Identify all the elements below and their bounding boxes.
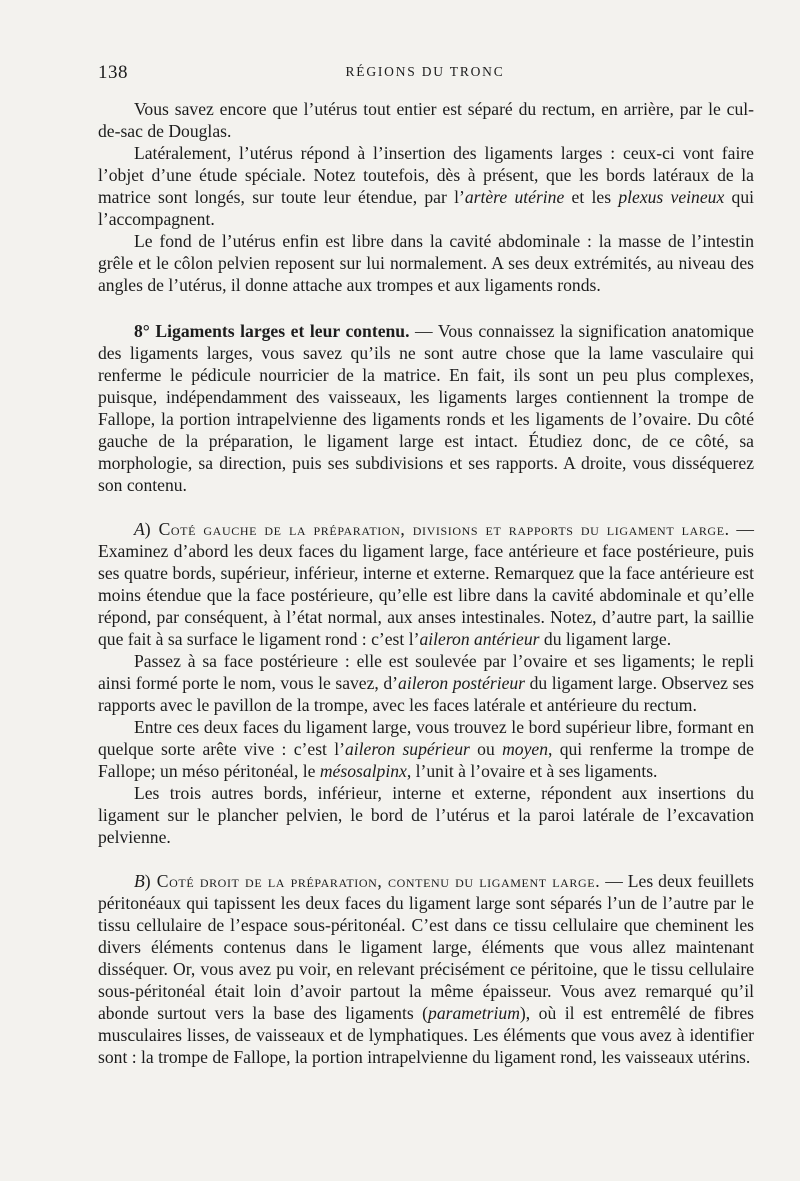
emphasis-aileron-posterieur: aileron postérieur xyxy=(398,673,526,693)
text-run: du ligament large. Observez ses rapports avec le pavillon de la trompe, avec les faces latérale et antérieure du rectum. xyxy=(98,673,754,715)
paragraph-face-posterieure xyxy=(98,650,754,716)
text-run: ou xyxy=(469,739,503,759)
section-8-heading: 8° Ligaments larges et leur contenu. xyxy=(134,321,410,341)
emphasis-aileron-superieur: aileron supérieur xyxy=(344,739,470,759)
page-header xyxy=(98,62,752,86)
paragraph-bord-superieur xyxy=(98,716,754,782)
text-run: et les xyxy=(564,187,619,207)
running-head: RÉGIONS DU TRONC xyxy=(345,64,505,79)
text-run: — Examinez d’abord les deux faces du ligament large, face antérieure et face postérieure, puis ses quatre bords, supérieur, inférieur, interne et externe. Remarquez que la face antérieure est moins étendue que la face postérieure, qu’elle est libre dans la cavité abdominale et qu’elle répond, par conséquent, à l’état normal, aux anses intestinales. Notez, d’autre part, la saillie que fait à sa surface le ligament rond : c’est l’ xyxy=(98,519,754,649)
emphasis-moyen: moyen xyxy=(502,739,548,759)
emphasis-artere-uterine: artère utérine xyxy=(464,187,565,207)
emphasis-mesosalpinx: mésosalpinx xyxy=(319,761,407,781)
text-run: , qui renferme la trompe de Fallope; un méso péritonéal, le xyxy=(98,739,754,781)
section-8-body: — Vous connaissez la signification anatomique des ligaments larges, vous savez qu’ils ne sont autre chose que la lame vasculaire qui renferme le pédicule nourricier de la matrice. En fait, ils sont un peu plus complexes, puisque, indépendamment des vaisseaux, les ligaments larges contiennent la trompe de Fallope, la portion intrapelvienne des ligaments ronds et les ligaments de l’ovaire. Du côté gauche de la préparation, le ligament large est intact. Étudiez donc, de ce côté, sa morphologie, sa direction, puis ses subdivisions et ses rapports. A droite, vous disséquerez son contenu. xyxy=(98,321,754,495)
subsection-a-letter: A xyxy=(134,519,145,539)
subsection-a-paragraph xyxy=(98,518,754,650)
text-run: ), où il est entremêlé de fibres musculaires lisses, de vaisseaux et de lymphatiques. Les éléments que vous avez à identifier sont : la trompe de Fallope, la portion intrapelvienne du ligament rond, les vaisseaux utérins. xyxy=(98,1003,754,1067)
text-run: — Les deux feuillets péritonéaux qui tapissent les deux faces du ligament large sont séparés l’un de l’autre par le tissu cellulaire de l’espace sous-péritonéal. C’est dans ce tissu cellulaire que cheminent les divers éléments contenus dans le ligament large, éléments que vous allez maintenant disséquer. Or, vous avez pu voir, en relevant précisément ce péritoine, que le tissu cellulaire sous-péritonéal était loin d’avoir partout la même épaisseur. Vous avez remarqué qu’il abonde surtout vers la base des ligaments ( xyxy=(98,871,754,1023)
text-run: du ligament large. xyxy=(539,629,672,649)
text-run: Entre ces deux faces du ligament large, vous trouvez le bord supérieur libre, formant en quelque sorte arête vive : c’est l’ xyxy=(98,717,754,759)
section-8-paragraph xyxy=(98,320,754,496)
paragraph-autres-bords: Les trois autres bords, inférieur, interne et externe, répondent aux insertions du ligament sur le plancher pelvien, le bord de l’utérus et la paroi latérale de l’excavation pelvienne. xyxy=(98,783,754,847)
paragraph-rectum: Vous savez encore que l’utérus tout entier est séparé du rectum, en arrière, par le cul-de-sac de Douglas. xyxy=(98,99,754,141)
paragraph-fond: Le fond de l’utérus enfin est libre dans la cavité abdominale : la masse de l’intestin grêle et le côlon pelvien reposent sur lui normalement. A ses deux extrémités, au niveau des angles de l’utérus, il donne attache aux trompes et aux ligaments ronds. xyxy=(98,231,754,295)
page-body xyxy=(98,98,754,1068)
emphasis-plexus-veineux: plexus veineux xyxy=(618,187,725,207)
emphasis-aileron-anterieur: aileron antérieur xyxy=(419,629,540,649)
subsection-a-heading: ) Coté gauche de la préparation, divisions et rapports du ligament large. xyxy=(144,519,730,539)
text-run: qui l’accompagnent. xyxy=(98,187,755,229)
emphasis-parametrium: parametrium xyxy=(428,1003,520,1023)
page-number: 138 xyxy=(98,62,128,83)
paragraph-lateral xyxy=(98,142,754,230)
subsection-b-heading: ) Coté droit de la préparation, contenu du ligament large. xyxy=(144,871,601,891)
text-run: , l’unit à l’ovaire et à ses ligaments. xyxy=(406,761,658,781)
text-run: Latéralement, l’utérus répond à l’insertion des ligaments larges : ceux-ci vont faire l’objet d’une étude spéciale. Notez toutefois, dès à présent, que les bords latéraux de la matrice sont longés, sur toute leur étendue, par l’ xyxy=(98,143,754,207)
text-run: Passez à sa face postérieure : elle est soulevée par l’ovaire et ses ligaments; le repli ainsi formé porte le nom, vous le savez, d’ xyxy=(98,651,754,693)
subsection-b-letter: B xyxy=(134,871,145,891)
subsection-b-paragraph xyxy=(98,870,754,1068)
